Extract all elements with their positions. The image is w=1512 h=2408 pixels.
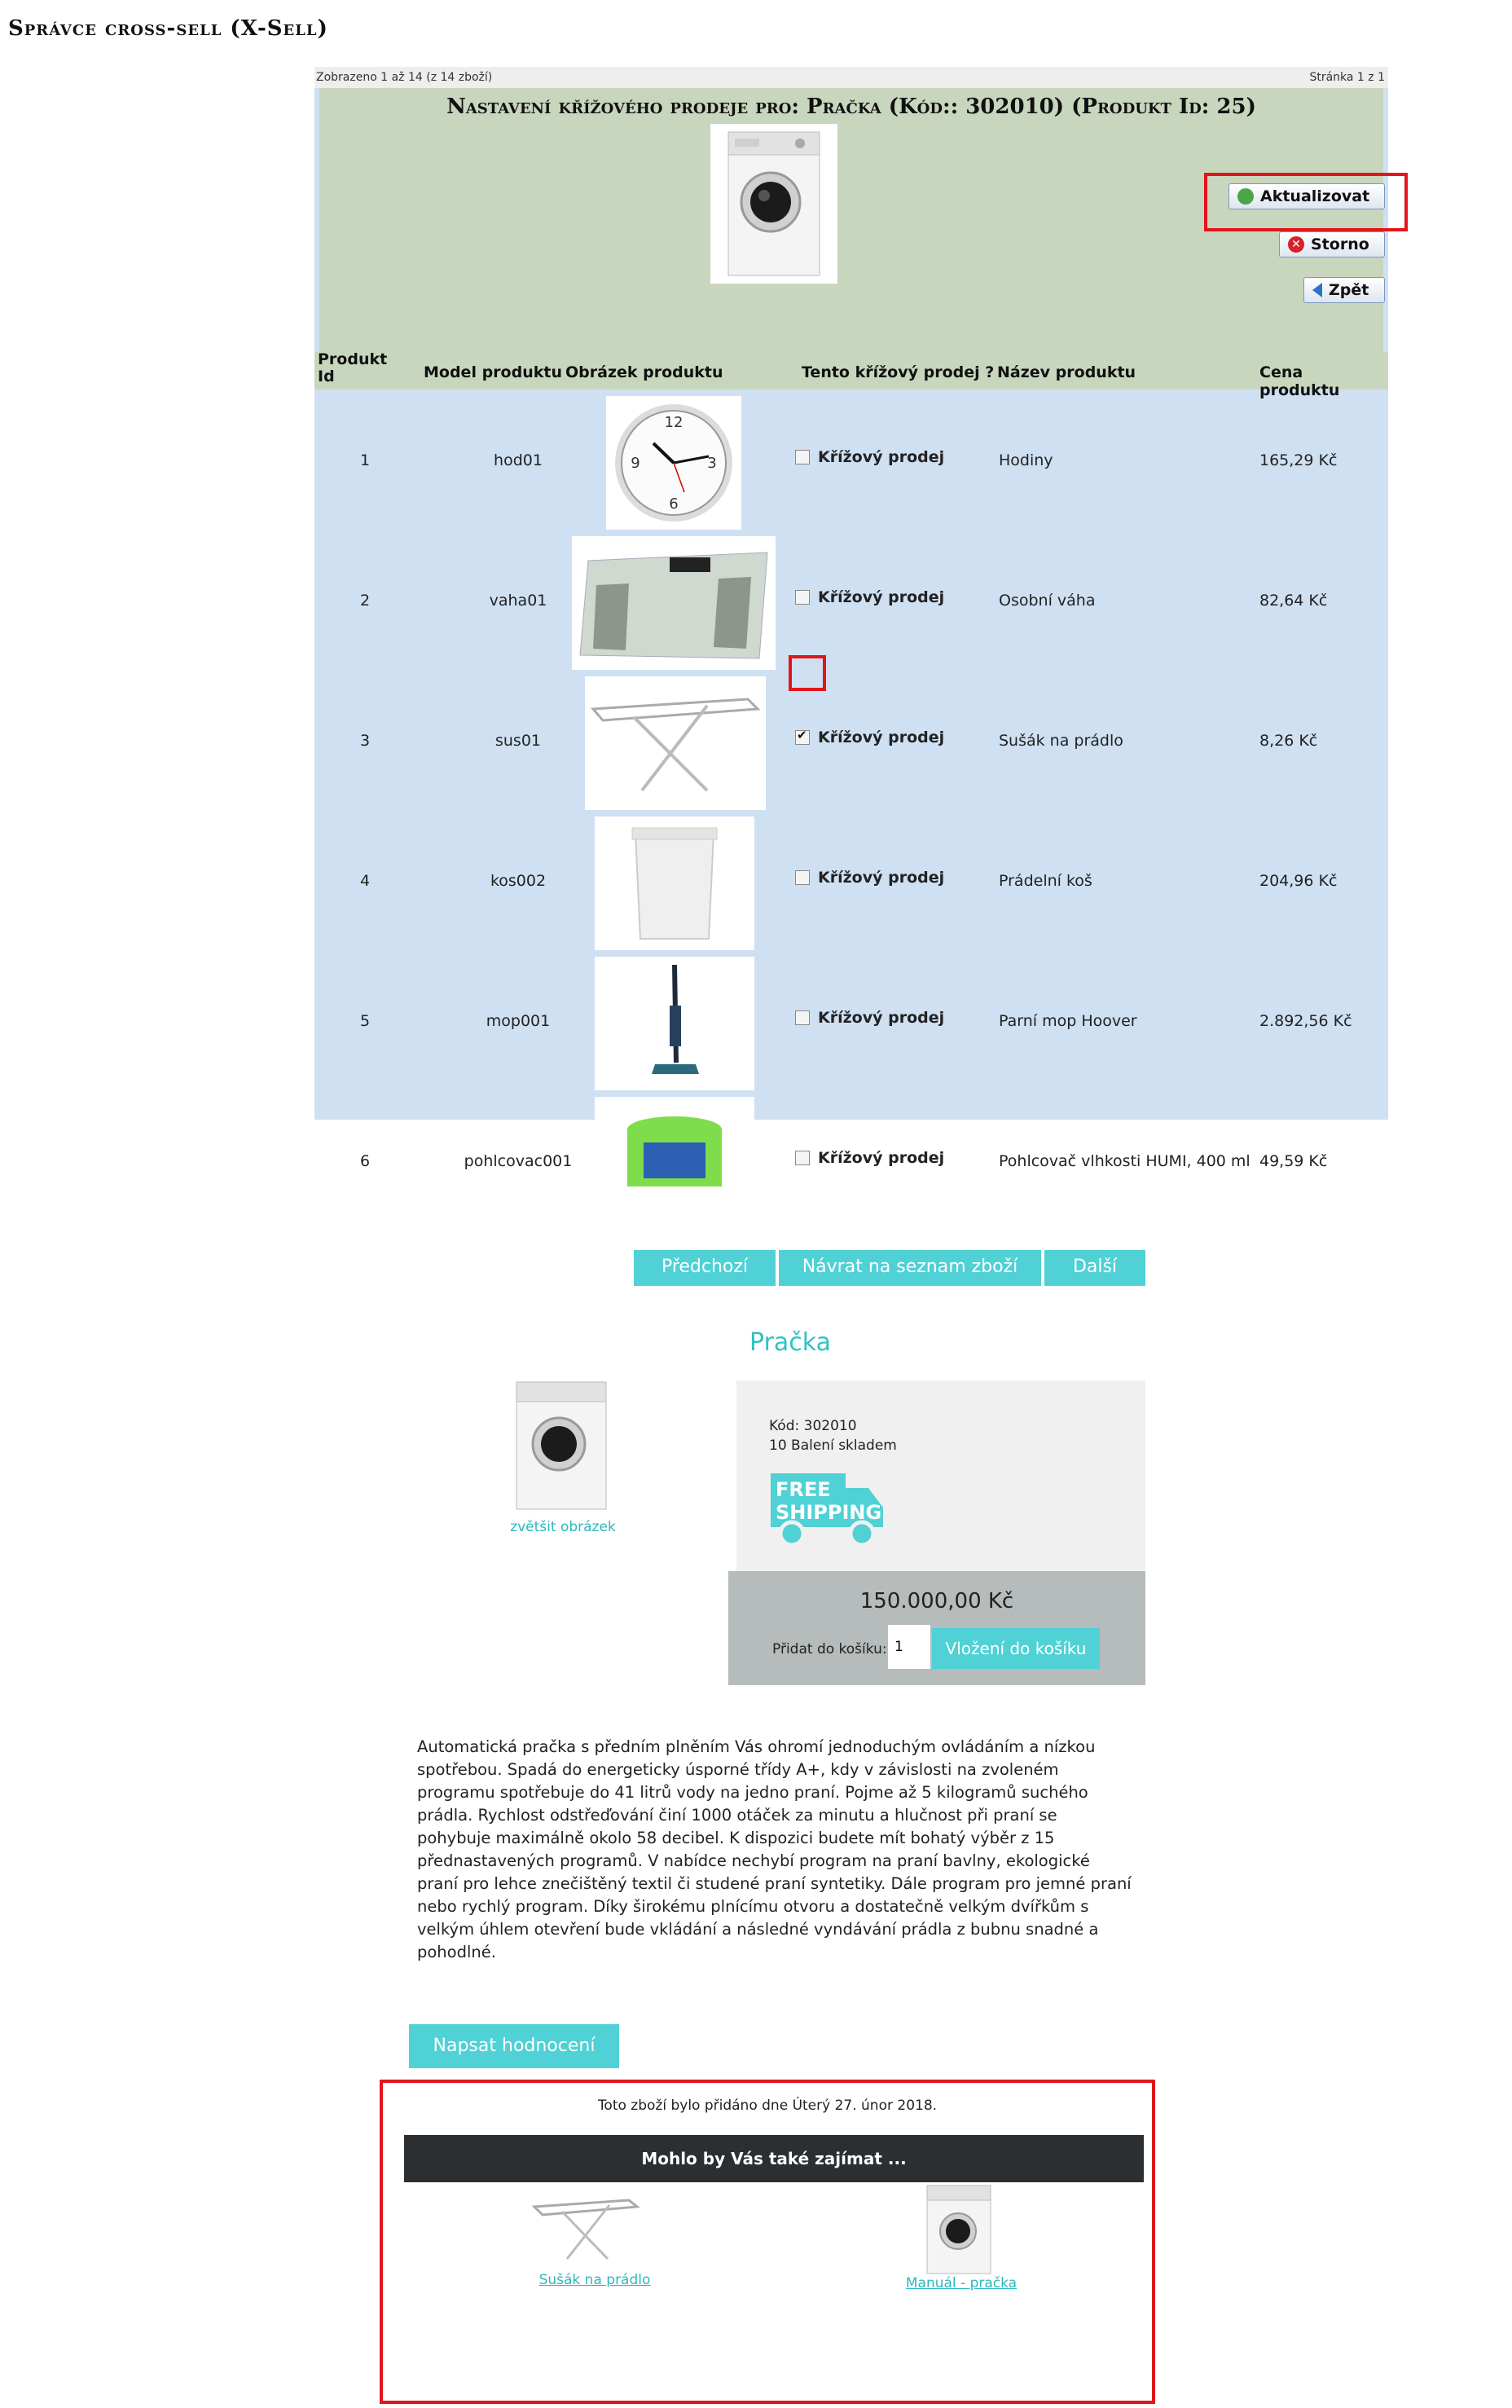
product-model: hod01 [494,451,543,469]
column-header-model: Model produktu [424,363,562,381]
listing-count: Zobrazeno 1 až 14 (z 14 zboží) [316,71,493,84]
product-price-display: 150.000,00 Kč [859,1589,1014,1613]
table-header [314,350,1388,399]
xsell-toggle[interactable]: Křížový prodej [795,448,944,466]
product-name: Sušák na prádlo [999,732,1123,750]
xsell-checkbox[interactable] [795,1010,810,1025]
column-header-price: Cena produktu [1259,363,1340,399]
table-row [314,671,1388,812]
back-to-list-button[interactable]: Návrat na seznam zboží [779,1250,1041,1286]
product-price: 8,26 Kč [1259,732,1318,750]
add-to-cart-button[interactable]: Vložení do košíku [932,1628,1100,1669]
svg-text:9: 9 [631,455,640,472]
quantity-input[interactable] [888,1625,930,1669]
drying-rack-icon[interactable] [530,2190,644,2265]
product-model: vaha01 [489,592,547,610]
related-heading: Mohlo by Vás také zajímat ... [404,2135,1144,2182]
xsell-heading: Nastavení křížového prodeje pro: Pračka (Kód:: 302010) (Produkt Id: 25) [446,95,1256,119]
column-header-xsell: Tento křížový prodej ? [802,363,995,381]
product-price: 165,29 Kč [1259,451,1338,469]
svg-text:12: 12 [664,414,683,431]
xsell-toggle[interactable]: Křížový prodej [795,869,944,887]
product-code: Kód: 302010 [769,1418,857,1434]
close-icon: ✕ [1288,236,1304,253]
washing-machine-icon[interactable] [508,1377,614,1516]
table-row [314,952,1388,1092]
product-description: Automatická pračka s předním plněním Vás ohromí jednoduchým ovládáním a nízkou spotřebou. Spadá do energeticky úsporné třídy A+, kdy v závislosti na zvoleném programu spotřebuje do 41 litrů vody na jedno praní. Pojme až 5 kilogramů suchého prádla. Rychlost odstřeďování činí 1000 otáček za minutu a hlučnost při praní se pohybuje maximálně okolo 58 decibel. K dispozici budete mít bohatý výběr z 15 přednastavených programů. V nabídce nechybí program na praní bavlny, ekologické praní pro lehce znečištěný textil či studené praní syntetiky. Dále program pro jemné praní nebo rychlý program. Díky širokému plnícímu otvoru a dostatečně velkým dvířkům s velkým úhlem otevření bude vkládání a následné vyndávání prádla z bubnu snadné a pohodlné. [417,1737,1132,1961]
product-price: 82,64 Kč [1259,592,1328,610]
stock-status: 10 Balení skladem [769,1437,897,1454]
xsell-toggle[interactable]: Křížový prodej [795,1149,944,1167]
product-id: 1 [360,451,371,469]
xsell-checkbox[interactable] [795,450,810,464]
product-model: pohlcovac001 [464,1152,573,1170]
table-row [314,812,1388,952]
xsell-toggle[interactable]: Křížový prodej [795,588,944,606]
xsell-header [319,88,1383,352]
price-box [728,1571,1145,1685]
table-row [314,391,1388,531]
listing-info-bar [314,67,1388,88]
product-name: Parní mop Hoover [999,1012,1137,1030]
xsell-checkbox[interactable] [795,870,810,885]
svg-text:SHIPPING: SHIPPING [776,1501,882,1524]
table-row [314,1092,1388,1170]
product-model: mop001 [486,1012,551,1030]
related-product-link[interactable]: Sušák na prádlo [538,2272,651,2288]
xsell-admin-panel [314,67,1388,1170]
free-shipping-icon [771,1465,885,1555]
product-price: 49,59 Kč [1259,1152,1328,1170]
enlarge-image-link[interactable]: zvětšit obrázek [510,1519,616,1535]
xsell-toggle[interactable]: Křížový prodej [795,1009,944,1027]
product-name: Prádelní koš [999,872,1092,890]
product-model: kos002 [490,872,547,890]
product-name: Osobní váha [999,592,1096,610]
column-header-image: Obrázek produktu [565,363,723,381]
product-id: 2 [360,592,371,610]
table-row [314,531,1388,671]
product-name: Pohlcovač vlhkosti HUMI, 400 ml [999,1152,1250,1170]
checkbox-highlight-frame [789,655,826,691]
product-id: 4 [360,872,371,890]
washing-machine-icon[interactable] [922,2182,996,2277]
product-price: 2.892,56 Kč [1259,1012,1352,1030]
page-title: Správce cross-sell (X-Sell) [8,16,328,41]
product-id: 3 [360,732,371,750]
column-header-name: Název produktu [997,363,1136,381]
arrow-left-icon [1312,283,1322,297]
xsell-toggle[interactable]: ✔ Křížový prodej [795,729,944,746]
column-header-id: Produkt Id [318,350,388,385]
related-product-link[interactable]: Manuál - pračka [905,2275,1018,2291]
product-info-card [736,1380,1145,1571]
product-model: sus01 [494,732,542,750]
next-button[interactable]: Další [1044,1250,1145,1286]
laundry-basket-icon [595,817,754,950]
clock-icon [606,396,741,530]
product-price: 204,96 Kč [1259,872,1338,890]
scale-icon [572,536,776,670]
steam-mop-icon [595,957,754,1090]
date-added: Toto zboží bylo přidáno dne Úterý 27. únor 2018. [597,2098,938,2114]
add-to-cart-label: Přidat do košíku: [772,1641,887,1657]
write-review-button[interactable]: Napsat hodnocení [409,2024,619,2068]
previous-button[interactable]: Předchozí [634,1250,776,1286]
drying-rack-icon [585,676,766,810]
svg-text:6: 6 [669,495,679,513]
washing-machine-icon [710,124,837,284]
dehumidifier-icon [595,1097,754,1186]
product-id: 6 [360,1152,371,1170]
xsell-checkbox[interactable] [795,1151,810,1165]
xsell-checkbox[interactable] [795,730,810,745]
update-button[interactable]: Aktualizovat [1228,183,1385,209]
xsell-checkbox[interactable] [795,590,810,605]
product-name: Hodiny [999,451,1053,469]
back-button[interactable]: Zpět [1303,277,1385,303]
svg-text:3: 3 [707,455,717,472]
page-indicator: Stránka 1 z 1 [1309,71,1385,84]
svg-text:FREE: FREE [776,1478,831,1501]
product-title: Pračka [749,1328,832,1357]
product-id: 5 [360,1012,371,1030]
cancel-button[interactable]: ✕ Storno [1279,231,1385,258]
update-highlight-frame [1204,173,1408,231]
related-products-frame [380,2080,1155,2404]
